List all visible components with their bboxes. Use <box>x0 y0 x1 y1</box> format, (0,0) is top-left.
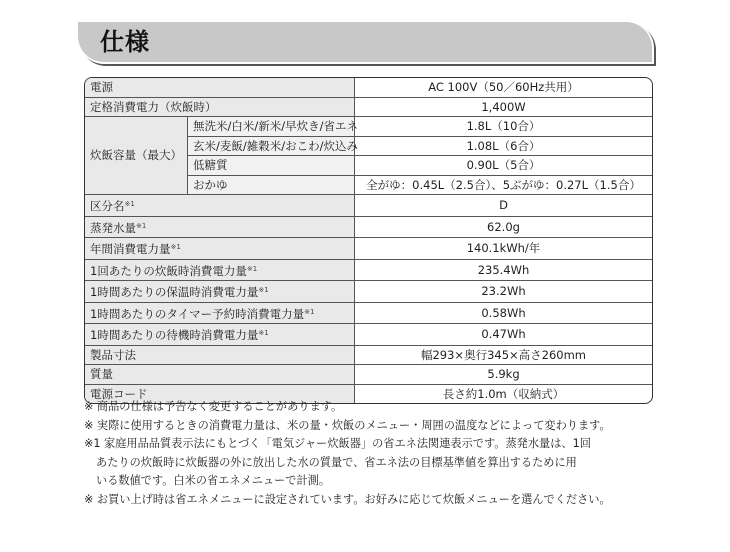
label-text: 1時間あたりの保温時消費電力量 <box>90 285 259 299</box>
footnote-mark: ※1 <box>304 307 315 316</box>
capacity-label: 炊飯容量（最大） <box>85 117 188 195</box>
table-row <box>85 324 652 346</box>
footnote-mark: ※1 <box>246 264 258 273</box>
row-value: 長さ約1.0m（収納式） <box>442 386 565 401</box>
row-value: 1.08L（6合） <box>355 137 652 157</box>
page-title: 仕様 <box>100 28 150 56</box>
table-row <box>85 346 652 366</box>
table-row <box>85 260 652 282</box>
label-text: 1時間あたりの待機時消費電力量 <box>90 328 259 342</box>
row-value: 0.47Wh <box>355 324 652 346</box>
footnote-mark: ※1 <box>136 221 147 230</box>
note-3-line-2: あたりの炊飯時に炊飯器の外に放出した水の質量で、省エネ法の目標基準値を算出するために用 <box>96 455 577 469</box>
row-value: D <box>355 195 652 217</box>
footnote-mark: ※1 <box>258 286 269 294</box>
row-value: 全がゆ：0.45L（2.5合）、5ぶがゆ：0.27L（1.5合） <box>355 176 652 196</box>
spec-table <box>84 77 653 404</box>
title-bar <box>78 22 652 62</box>
row-value: 1.8L（10合） <box>355 117 652 137</box>
table-row <box>85 217 652 239</box>
table-row <box>85 117 652 137</box>
label-text: 年間消費電力量 <box>90 242 171 256</box>
note-3-line-1: ※1 家庭用品品質表示法にもとづく「電気ジャー炊飯器」の省エネ法関連表示です。蒸発水量は、1回 <box>84 437 591 451</box>
row-value: 5.9kg <box>355 365 652 385</box>
row-value: 1,400W <box>355 98 652 118</box>
row-label: 電源コード <box>85 385 355 404</box>
table-row <box>85 303 652 325</box>
note-2: ※ 実際に使用するときの消費電力量は、米の量・炊飯のメニュー・周囲の温度などによって変わります。 <box>84 418 611 432</box>
row-label: 製品寸法 <box>85 346 355 366</box>
row-label <box>85 281 355 303</box>
row-sublabel: 低糖質 <box>188 156 355 176</box>
row-sublabel: 無洗米/白米/新米/早炊き/省エネ <box>188 117 355 137</box>
table-row <box>85 281 652 303</box>
row-value: 0.90L（5合） <box>355 156 652 176</box>
table-row <box>85 238 652 260</box>
row-value: 140.1kWh/年 <box>355 238 652 260</box>
label-text: 蒸発水量 <box>90 220 136 235</box>
note-4: ※ お買い上げ時は省エネメニューに設定されています。お好みに応じて炊飯メニューを選んでください。 <box>84 492 611 506</box>
row-value: 62.0g <box>355 217 652 239</box>
footnote-mark: ※1 <box>258 329 269 337</box>
row-sublabel: 玄米/麦飯/雑穀米/おこわ/炊込み <box>188 137 355 157</box>
row-label <box>85 303 355 325</box>
note-1: ※ 商品の仕様は予告なく変更することがあります。 <box>84 400 343 413</box>
row-label <box>85 260 355 282</box>
table-row <box>85 78 652 98</box>
row-label <box>85 217 355 239</box>
notes <box>84 398 664 510</box>
row-value: 幅293×奥行345×高さ260mm <box>355 346 652 366</box>
note-3-line-3: いる数値です。白米の省エネメニューで計測。 <box>96 474 331 488</box>
table-row <box>85 365 652 385</box>
label-text: 区分名 <box>90 199 125 213</box>
row-value: 23.2Wh <box>355 281 652 303</box>
table-row <box>85 98 652 118</box>
footnote-mark: ※1 <box>170 243 181 251</box>
table-row <box>85 195 652 217</box>
label-text: 1時間あたりのタイマー予約時消費電力量 <box>90 306 305 321</box>
row-label <box>85 324 355 346</box>
label-text: 1回あたりの炊飯時消費電力量 <box>90 263 247 278</box>
row-label <box>85 195 355 217</box>
row-label: 質量 <box>85 365 355 385</box>
row-value: AC 100V（50／60Hz共用） <box>355 78 652 98</box>
row-value: 235.4Wh <box>355 260 652 282</box>
row-value: 0.58Wh <box>355 303 652 325</box>
footnote-mark: ※1 <box>124 200 135 208</box>
row-label: 電源 <box>85 78 355 98</box>
row-label <box>85 238 355 260</box>
row-label: 定格消費電力（炊飯時） <box>85 98 355 118</box>
row-sublabel: おかゆ <box>188 176 355 196</box>
